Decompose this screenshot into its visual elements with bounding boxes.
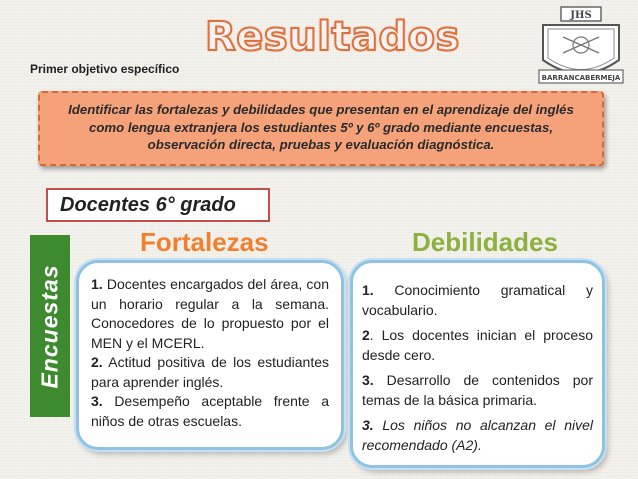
debilidades-card [350, 260, 605, 468]
item-number: 1. [91, 276, 103, 292]
fortaleza-item [91, 275, 329, 353]
slide-title: Resultados [205, 14, 460, 60]
fortaleza-item [91, 353, 329, 392]
item-number: 3. [362, 372, 374, 388]
fortaleza-item [91, 392, 329, 431]
item-text: Desempeño aceptable frente a niños de otras escuelas. [91, 393, 329, 429]
item-number: 2. [91, 354, 103, 370]
debilidades-heading: Debilidades [412, 227, 558, 257]
item-text: Desarrollo de contenidos por temas de la básica primaria. [362, 372, 593, 408]
item-text: Docentes encargados del área, con un horario regular a la semana. Conocedores de lo propuesto por el MEN y el MCERL. [91, 276, 329, 351]
group-label-box: Docentes 6° grado [46, 188, 270, 222]
fortalezas-card [76, 260, 344, 450]
debilidad-item [362, 281, 593, 320]
item-text: Conocimiento gramatical y vocabulario. [362, 282, 593, 318]
item-text: Actitud positiva de los estudiantes para aprender inglés. [91, 354, 329, 390]
side-label-text: Encuestas [36, 263, 63, 389]
item-number: 3. [362, 417, 374, 433]
side-label-bar [30, 235, 70, 417]
item-text: . Los docentes inician el proceso desde cero. [362, 327, 593, 363]
item-number: 2 [362, 327, 370, 343]
slide-subtitle: Primer objetivo específico [30, 62, 180, 76]
fortalezas-heading: Fortalezas [140, 227, 269, 257]
debilidad-item [362, 416, 593, 455]
debilidad-item [362, 371, 593, 410]
logo-bottom-text: BARRANCABERMEJA [541, 74, 621, 82]
item-number: 1. [362, 282, 374, 298]
school-shield-logo [533, 5, 628, 90]
logo-top-text: JHS [570, 10, 592, 21]
objective-box: Identificar las fortalezas y debilidades que presentan en el aprendizaje del inglés como lengua extranjera los estudiantes 5º y 6º grado mediante encuestas, observación directa, pruebas y evaluación diagnóstica. [38, 91, 604, 166]
debilidad-item [362, 326, 593, 365]
item-number: 3. [91, 393, 103, 409]
item-text: Los niños no alcanzan el nivel recomendado (A2). [362, 417, 593, 453]
